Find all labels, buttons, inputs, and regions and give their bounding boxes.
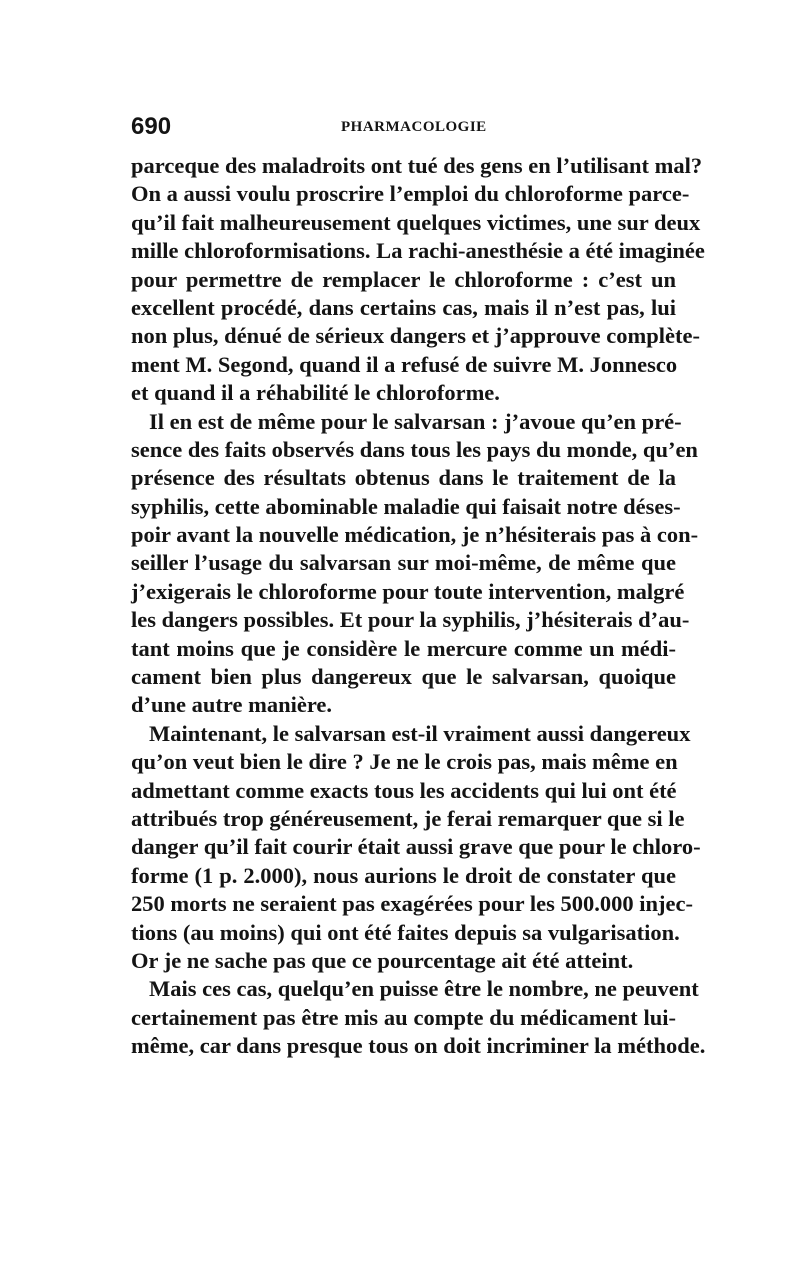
page-header: [131, 113, 676, 143]
text-line: présence des résultats obtenus dans le traitement de la: [131, 465, 676, 491]
text-line: tant moins que je considère le mercure comme un médi-: [131, 635, 676, 661]
text-line: Il en est de même pour le salvarsan : j’avoue qu’en pré-: [149, 408, 682, 434]
text-line: qu’il fait malheureusement quelques victimes, une sur deux: [131, 209, 701, 235]
text-line: cament bien plus dangereux que le salvarsan, quoique: [131, 664, 676, 690]
text-line: ment M. Segond, quand il a refusé de suivre M. Jonnesco: [131, 351, 678, 377]
text-line: On a aussi voulu proscrire l’emploi du chloroforme parce-: [131, 181, 690, 207]
text-line: sence des faits observés dans tous les pays du monde, qu’en: [131, 436, 698, 462]
text-line: les dangers possibles. Et pour la syphilis, j’hésiterais d’au-: [131, 607, 690, 633]
text-line: parceque des maladroits ont tué des gens en l’utilisant mal?: [131, 153, 703, 178]
text-line: et quand il a réhabilité le chloroforme.: [131, 380, 500, 406]
text-line: qu’on veut bien le dire ? Je ne le crois pas, mais même en: [131, 749, 678, 775]
text-line: poir avant la nouvelle médication, je n’hésiterais pas à con-: [131, 522, 699, 548]
text-line: d’une autre manière.: [131, 692, 333, 718]
text-line: tions (au moins) qui ont été faites depuis sa vulgarisation.: [131, 919, 680, 945]
text-line: attribués trop généreusement, je ferai remarquer que si le: [131, 805, 685, 831]
page-number: 690: [131, 113, 172, 140]
text-line: Mais ces cas, quelqu’en puisse être le nombre, ne peuvent: [149, 976, 699, 1002]
text-line: j’exigerais le chloroforme pour toute intervention, malgré: [131, 578, 685, 604]
text-line: seiller l’usage du salvarsan sur moi-même, de même que: [131, 550, 676, 576]
body-text: [131, 152, 706, 1061]
text-line: danger qu’il fait courir était aussi grave que pour le chloro-: [131, 834, 701, 860]
text-line: forme (1 p. 2.000), nous aurions le droit de constater que: [131, 862, 676, 888]
running-head: PHARMACOLOGIE: [341, 119, 487, 135]
text-line: admettant comme exacts tous les accidents qui lui ont été: [131, 777, 677, 803]
text-line: même, car dans presque tous on doit incriminer la méthode.: [131, 1033, 706, 1059]
text-line: certainement pas être mis au compte du médicament lui-: [131, 1004, 676, 1030]
text-line: excellent procédé, dans certains cas, mais il n’est pas, lui: [131, 294, 676, 320]
text-line: pour permettre de remplacer le chloroforme : c’est un: [131, 266, 676, 292]
text-line: 250 morts ne seraient pas exagérées pour les 500.000 injec-: [131, 891, 693, 917]
text-line: Or je ne sache pas que ce pourcentage ait été atteint.: [131, 947, 634, 973]
text-line: syphilis, cette abominable maladie qui faisait notre déses-: [131, 493, 681, 519]
text-line: non plus, dénué de sérieux dangers et j’approuve complète-: [131, 323, 700, 349]
text-line: Maintenant, le salvarsan est-il vraiment aussi dangereux: [149, 720, 691, 746]
text-line: mille chloroformisations. La rachi-anesthésie a été imaginée: [131, 238, 705, 264]
